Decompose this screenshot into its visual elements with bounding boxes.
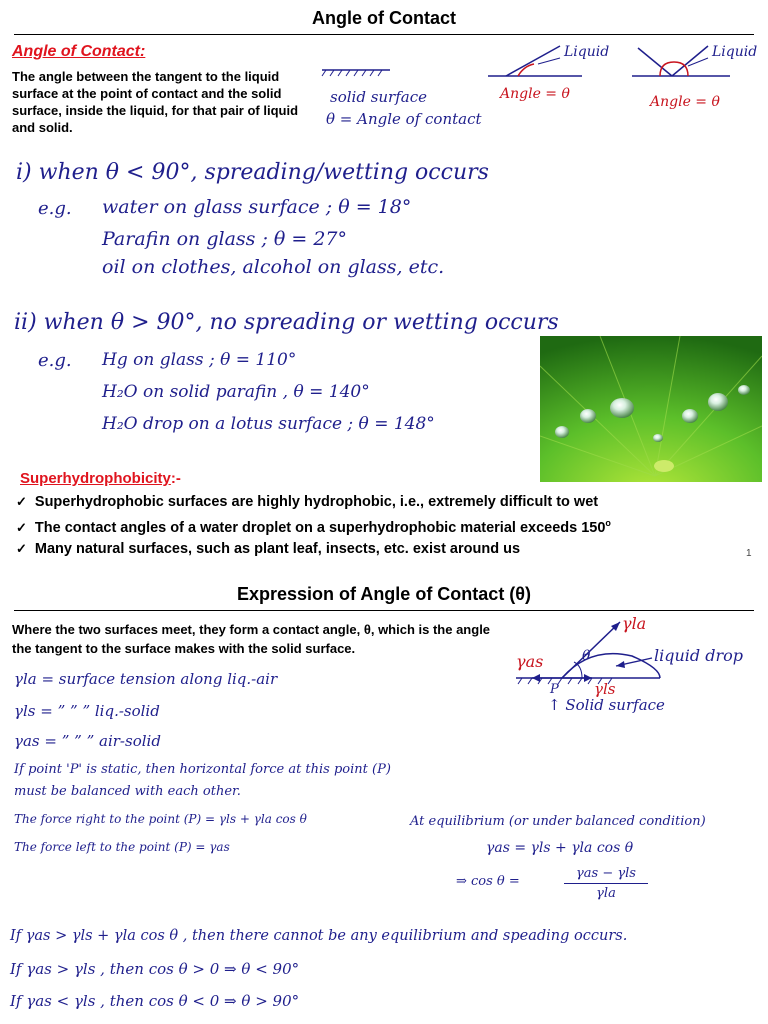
- def-gamma-ls: γls = ” ” ” liq.-solid: [14, 702, 160, 720]
- theta-label: θ: [582, 648, 591, 664]
- condition-1: If γas > γls + γla cos θ , then there cannot be any equilibrium and speading occurs.: [10, 928, 628, 944]
- checkmark-icon: ✓: [16, 519, 27, 535]
- case1-line: i) when θ < 90°, spreading/wetting occurs: [16, 160, 489, 185]
- case2-example-1: Hg on glass ; θ = 110°: [102, 350, 297, 370]
- case2-example-3: H₂O drop on a lotus surface ; θ = 148°: [102, 414, 435, 434]
- case2-line: ii) when θ > 90°, no spreading or wetting occurs: [14, 310, 559, 335]
- solid-surface-label: solid surface: [330, 88, 427, 106]
- angle-label-2: Angle = θ: [650, 94, 720, 110]
- intro-text: Where the two surfaces meet, they form a contact angle, θ, which is the angle the tangent to the surface makes with the solid surface.: [12, 622, 491, 656]
- equilibrium-heading: At equilibrium (or under balanced condition): [410, 814, 706, 829]
- theta-definition-label: θ = Angle of contact: [326, 110, 482, 128]
- bullet-3: [16, 541, 520, 557]
- bullet-1: [16, 494, 598, 510]
- angle-of-contact-heading: Angle of Contact:: [12, 43, 146, 60]
- point-p-label: P: [550, 682, 559, 697]
- case1-example-1: water on glass surface ; θ = 18°: [102, 196, 412, 218]
- page2-title: Expression of Angle of Contact (θ): [236, 584, 532, 604]
- bullet-3-text: Many natural surfaces, such as plant leaf, insects, etc. exist around us: [34, 541, 521, 557]
- superhydrophobicity-suffix: :-: [170, 470, 181, 487]
- def-gamma-as: γas = ” ” ” air-solid: [14, 732, 161, 750]
- fraction-numerator: γas − γls: [564, 866, 648, 884]
- gamma-as-label: γas: [516, 652, 544, 671]
- fraction-denominator: γla: [596, 886, 616, 901]
- static-line-1: If point 'P' is static, then horizontal force at this point (P): [14, 762, 391, 777]
- gamma-la-label: γla: [622, 614, 647, 633]
- lotus-leaf-water-drops-image: [540, 336, 762, 482]
- bullet-2-text: The contact angles of a water droplet on a superhydrophobic material exceeds 150: [34, 519, 606, 536]
- bullet-2: [16, 518, 611, 536]
- checkmark-icon: ✓: [16, 541, 27, 556]
- title-rule-2: [14, 610, 754, 611]
- force-right: The force right to the point (P) = γls + γla cos θ: [14, 812, 307, 826]
- superhydrophobicity-title: Superhydrophobicity: [20, 470, 171, 487]
- bullet-1-text: Superhydrophobic surfaces are highly hydrophobic, i.e., extremely difficult to wet: [34, 494, 599, 510]
- bullet-2-superscript: o: [605, 518, 611, 528]
- case1-eg: e.g.: [38, 198, 72, 219]
- static-line-2: must be balanced with each other.: [14, 784, 241, 799]
- superhydrophobicity-heading: [20, 470, 181, 488]
- angle-label-1: Angle = θ: [500, 86, 570, 102]
- condition-3: If γas < γls , then cos θ < 0 ⇒ θ > 90°: [10, 992, 300, 1010]
- solid-surface-label-2: ↑ Solid surface: [548, 696, 665, 714]
- case1-example-2: Parafin on glass ; θ = 27°: [102, 228, 347, 250]
- title-rule: [14, 34, 754, 35]
- def-gamma-la: γla = surface tension along liq.-air: [14, 670, 278, 688]
- liquid-drop-label: liquid drop: [654, 646, 743, 665]
- case1-example-3: oil on clothes, alcohol on glass, etc.: [102, 256, 445, 278]
- liquid-label-2: Liquid: [712, 44, 758, 60]
- equilibrium-equation: γas = γls + γla cos θ: [486, 840, 634, 856]
- cos-theta-fraction: [564, 866, 648, 901]
- condition-2: If γas > γls , then cos θ > 0 ⇒ θ < 90°: [10, 960, 300, 978]
- case2-eg: e.g.: [38, 350, 72, 371]
- page-number: 1: [746, 548, 752, 559]
- liquid-label-1: Liquid: [564, 44, 610, 60]
- page1-title: Angle of Contact: [312, 8, 456, 28]
- definition-text: The angle between the tangent to the liquid surface at the point of contact and the solid surface, inside the liquid, for that pair of liquid and solid.: [12, 69, 299, 135]
- case2-example-2: H₂O on solid parafin , θ = 140°: [102, 382, 370, 402]
- force-left: The force left to the point (P) = γas: [14, 840, 230, 854]
- checkmark-icon: ✓: [16, 494, 27, 509]
- cos-theta-lhs: ⇒ cos θ =: [456, 874, 520, 889]
- gamma-ls-label: γls: [594, 680, 616, 698]
